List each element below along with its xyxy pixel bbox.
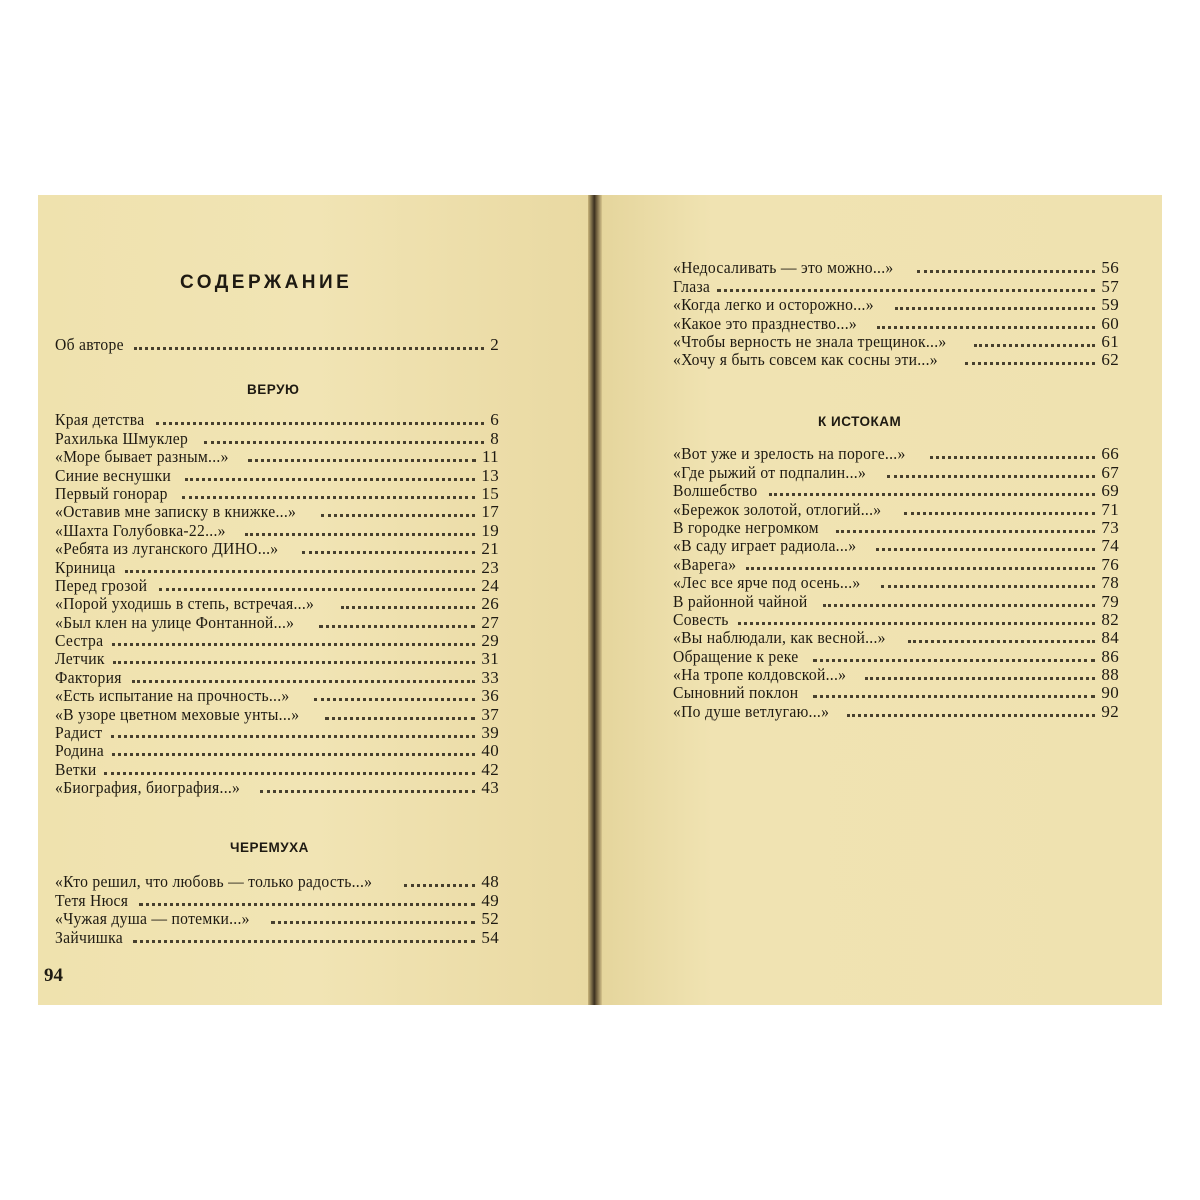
toc-entry [55, 742, 499, 760]
toc-entry [673, 445, 1119, 463]
dot-leader [104, 772, 475, 775]
entry-title: «Лес все ярче под осень...» [673, 573, 861, 593]
entry-title: Родина [55, 741, 104, 761]
toc-entry [55, 613, 499, 631]
entry-page: 57 [1101, 276, 1119, 296]
entry-title: В городке негромком [673, 517, 819, 537]
toc-entry [673, 666, 1119, 684]
dot-leader [836, 530, 1096, 533]
dot-leader [134, 347, 484, 350]
entry-title: «Чужая душа — потемки...» [55, 909, 250, 929]
entry-page: 29 [481, 631, 499, 651]
toc-entry [673, 463, 1119, 481]
entry-page: 2 [490, 335, 499, 355]
dot-leader [132, 680, 476, 683]
entry-page: 84 [1101, 628, 1119, 648]
toc-entry [673, 519, 1119, 537]
entry-title: «Есть испытание на прочность...» [55, 686, 290, 706]
toc-entry [55, 724, 499, 742]
dot-leader [887, 475, 1096, 478]
dot-leader [204, 441, 485, 444]
dot-leader [113, 661, 475, 664]
entry-title: Перед грозой [55, 575, 148, 595]
toc-entry [673, 611, 1119, 629]
dot-leader [746, 567, 1096, 570]
toc-entry [673, 277, 1119, 295]
dot-leader [738, 622, 1096, 625]
entry-page: 43 [481, 778, 499, 798]
entry-page: 71 [1101, 499, 1119, 519]
toc-entry [673, 684, 1119, 702]
entry-title: «Шахта Голубовка-22...» [55, 520, 226, 540]
entry-page: 78 [1101, 573, 1119, 593]
toc-entry [673, 259, 1119, 277]
toc-entry [55, 577, 499, 595]
entry-page: 49 [481, 890, 499, 910]
dot-leader [930, 456, 1096, 459]
dot-leader [325, 717, 476, 720]
entry-title: Первый гонорар [55, 483, 168, 503]
dot-leader [139, 903, 476, 906]
entry-page: 48 [481, 872, 499, 892]
entry-title: Сыновний поклон [673, 683, 799, 703]
dot-leader [769, 493, 1096, 496]
toc-entry [55, 760, 499, 778]
toc-entry [673, 333, 1119, 351]
entry-title: Совесть [673, 609, 729, 629]
toc-entry [55, 928, 499, 946]
entry-page: 36 [481, 686, 499, 706]
toc-section-cheremukha-part1 [55, 873, 499, 947]
entry-page: 56 [1101, 258, 1119, 278]
entry-page: 19 [481, 520, 499, 540]
toc-entry [673, 592, 1119, 610]
toc-entry [673, 314, 1119, 332]
entry-title: Об авторе [55, 335, 124, 355]
entry-title: «Чтобы верность не знала трещинок...» [673, 331, 947, 351]
toc-entry [55, 411, 499, 429]
dot-leader [876, 548, 1095, 551]
entry-page: 67 [1101, 462, 1119, 482]
entry-title: «Оставив мне записку в книжке...» [55, 502, 297, 522]
entry-page: 90 [1101, 683, 1119, 703]
entry-title: Фактория [55, 667, 122, 687]
entry-page: 62 [1101, 350, 1119, 370]
entry-page: 69 [1101, 481, 1119, 501]
entry-page: 42 [481, 759, 499, 779]
entry-page: 92 [1101, 701, 1119, 721]
entry-title: Летчик [55, 649, 105, 669]
entry-page: 23 [481, 557, 499, 577]
entry-page: 79 [1101, 591, 1119, 611]
dot-leader [319, 625, 475, 628]
entry-page: 52 [481, 909, 499, 929]
dot-leader [908, 640, 1095, 643]
entry-title: «Какое это празднество...» [673, 313, 858, 333]
toc-entry [55, 687, 499, 705]
entry-title: Зайчишка [55, 927, 123, 947]
toc-entry [55, 910, 499, 928]
toc-entry [673, 555, 1119, 573]
entry-title: «На тропе колдовской...» [673, 665, 847, 685]
entry-page: 86 [1101, 646, 1119, 666]
dot-leader [965, 362, 1095, 365]
entry-title: Криница [55, 557, 116, 577]
toc-entry [55, 558, 499, 576]
section-heading-cheremukha: ЧЕРЕМУХА [230, 840, 309, 855]
entry-page: 6 [490, 410, 499, 430]
entry-title: Волшебство [673, 481, 758, 501]
toc-entry [55, 705, 499, 723]
dot-leader [823, 604, 1095, 607]
entry-page: 27 [481, 612, 499, 632]
entry-title: «Ребята из луганского ДИНО...» [55, 539, 279, 559]
dot-leader [111, 735, 476, 738]
dot-leader [248, 459, 476, 462]
entry-title: Тетя Нюся [55, 890, 129, 910]
entry-page: 73 [1101, 517, 1119, 537]
entry-page: 60 [1101, 313, 1119, 333]
entry-page: 88 [1101, 665, 1119, 685]
entry-title: Края детства [55, 410, 145, 430]
entry-page: 59 [1101, 295, 1119, 315]
entry-page: 40 [481, 741, 499, 761]
entry-title: «Биография, биография...» [55, 778, 241, 798]
dot-leader [112, 753, 475, 756]
dot-leader [904, 512, 1096, 515]
toc-entry [55, 595, 499, 613]
entry-page: 26 [481, 594, 499, 614]
dot-leader [877, 326, 1095, 329]
toc-entry [55, 650, 499, 668]
dot-leader [865, 677, 1095, 680]
toc-entry [55, 503, 499, 521]
dot-leader [813, 695, 1095, 698]
toc-entry [673, 629, 1119, 647]
entry-page: 66 [1101, 444, 1119, 464]
dot-leader [156, 422, 484, 425]
entry-title: Рахилька Шмуклер [55, 428, 189, 448]
dot-leader [895, 307, 1095, 310]
toc-entry [55, 891, 499, 909]
dot-leader [404, 884, 476, 887]
toc-entry [55, 466, 499, 484]
entry-page: 24 [481, 575, 499, 595]
book-spine [588, 195, 602, 1005]
entry-page: 74 [1101, 536, 1119, 556]
toc-entry [55, 873, 499, 891]
entry-title: «Море бывает разным...» [55, 447, 229, 467]
toc-entry [673, 500, 1119, 518]
entry-title: «Вот уже и зрелость на пороге...» [673, 444, 906, 464]
dot-leader [974, 344, 1095, 347]
entry-page: 8 [490, 428, 499, 448]
entry-title: «Когда легко и осторожно...» [673, 295, 874, 315]
toc-entry [55, 668, 499, 686]
entry-page: 21 [481, 539, 499, 559]
entry-title: Радист [55, 723, 103, 743]
toc-preface [55, 336, 499, 354]
dot-leader [881, 585, 1096, 588]
page-number: 94 [44, 965, 63, 986]
entry-title: «Варега» [673, 554, 737, 574]
dot-leader [182, 496, 476, 499]
entry-page: 13 [481, 465, 499, 485]
dot-leader [917, 270, 1096, 273]
entry-title: Обращение к реке [673, 646, 799, 666]
toc-section-k-istokam [673, 445, 1119, 721]
entry-title: В районной чайной [673, 591, 808, 611]
dot-leader [260, 790, 475, 793]
toc-entry [55, 540, 499, 558]
entry-page: 11 [482, 447, 499, 467]
dot-leader [133, 940, 476, 943]
entry-page: 61 [1101, 331, 1119, 351]
dot-leader [314, 698, 475, 701]
entry-page: 33 [481, 667, 499, 687]
entry-title: «Был клен на улице Фонтанной...» [55, 612, 295, 632]
entry-title: «В узоре цветном меховые унты...» [55, 704, 300, 724]
section-heading-veruyu: ВЕРУЮ [247, 382, 300, 397]
toc-entry [673, 647, 1119, 665]
entry-title: «Где рыжий от подпалин...» [673, 462, 867, 482]
dot-leader [302, 551, 476, 554]
toc-entry [673, 482, 1119, 500]
dot-leader [271, 921, 476, 924]
toc-entry [55, 632, 499, 650]
entry-title: Глаза [673, 276, 711, 296]
entry-title: «Порой уходишь в степь, встречая...» [55, 594, 315, 614]
entry-title: «Недосаливать — это можно...» [673, 258, 894, 278]
toc-entry [673, 296, 1119, 314]
entry-page: 17 [481, 502, 499, 522]
entry-page: 39 [481, 723, 499, 743]
entry-title: «Бережок золотой, отлогий...» [673, 499, 882, 519]
entry-page: 37 [481, 704, 499, 724]
entry-title: Сестра [55, 631, 104, 651]
entry-page: 76 [1101, 554, 1119, 574]
toc-entry [55, 429, 499, 447]
toc-entry [55, 336, 499, 354]
entry-title: Ветки [55, 759, 97, 779]
entry-title: «Вы наблюдали, как весной...» [673, 628, 886, 648]
dot-leader [847, 714, 1096, 717]
entry-page: 31 [481, 649, 499, 669]
entry-page: 82 [1101, 609, 1119, 629]
toc-section-veruyu [55, 411, 499, 797]
dot-leader [185, 478, 475, 481]
dot-leader [717, 289, 1095, 292]
toc-entry [673, 351, 1119, 369]
dot-leader [159, 588, 475, 591]
toc-entry [55, 779, 499, 797]
dot-leader [125, 570, 476, 573]
dot-leader [112, 643, 476, 646]
toc-entry [673, 702, 1119, 720]
toc-entry [673, 574, 1119, 592]
section-heading-k-istokam: К ИСТОКАМ [818, 414, 902, 429]
entry-title: Синие веснушки [55, 465, 172, 485]
toc-entry [673, 537, 1119, 555]
entry-title: «Кто решил, что любовь — только радость...» [55, 872, 373, 892]
entry-title: «По душе ветлугаю...» [673, 701, 830, 721]
entry-page: 54 [481, 927, 499, 947]
dot-leader [341, 606, 476, 609]
dot-leader [813, 659, 1095, 662]
dot-leader [321, 514, 475, 517]
dot-leader [245, 533, 476, 536]
toc-entry [55, 485, 499, 503]
toc-entry [55, 448, 499, 466]
page-title: СОДЕРЖАНИЕ [180, 272, 353, 293]
toc-section-cheremukha-part2 [673, 259, 1119, 369]
entry-page: 15 [481, 483, 499, 503]
entry-title: «В саду играет радиола...» [673, 536, 857, 556]
toc-entry [55, 521, 499, 539]
entry-title: «Хочу я быть совсем как сосны эти...» [673, 350, 938, 370]
